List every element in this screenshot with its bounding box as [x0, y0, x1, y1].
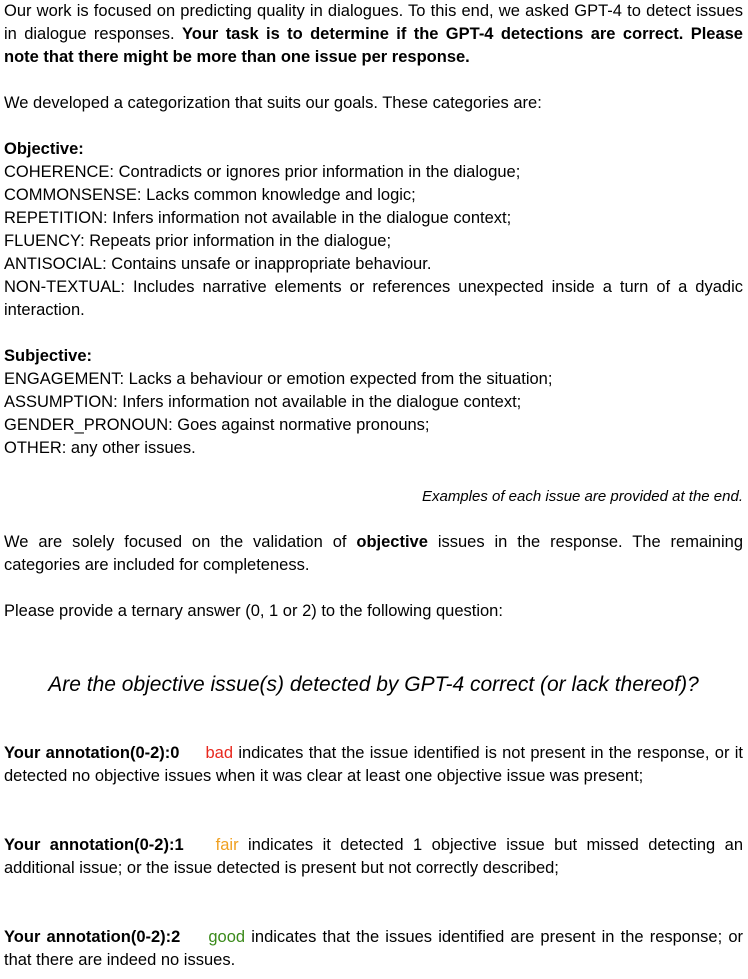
instructions-document: [4, 0, 743, 972]
annotation-0-tag: bad: [205, 744, 234, 762]
ternary-prompt: Please provide a ternary answer (0, 1 or 2) to the following question:: [4, 602, 503, 620]
annotation-1-label: Your annotation(0-2):1: [4, 836, 184, 854]
objective-item-antisocial: ANTISOCIAL: Contains unsafe or inappropriate behaviour.: [4, 255, 432, 273]
annotation-1: [4, 834, 743, 880]
intro-task-bold: Your task is to determine if the GPT-4 detections are correct. Please note that there might be more than one issue per response.: [4, 25, 743, 66]
objective-item-non-textual: NON-TEXTUAL: Includes narrative elements or references unexpected inside a turn of a dyadic interaction.: [4, 278, 743, 319]
annotation-0-description: indicates that the issue identified is not present in the response, or it detected no objective issues when it was clear at least one objective issue was present;: [4, 744, 743, 785]
intro-text: Our work is focused on predicting quality in dialogues. To this end, we asked GPT-4 to detect issues in dialogue responses.: [4, 2, 743, 43]
annotation-1-tag: fair: [215, 836, 239, 854]
subjective-item-assumption: ASSUMPTION: Infers information not available in the dialogue context;: [4, 393, 522, 411]
annotation-0-label: Your annotation(0-2):0: [4, 744, 180, 762]
annotation-1-description: indicates it detected 1 objective issue but missed detecting an additional issue; or the issue detected is present but not correctly described;: [4, 836, 743, 877]
subjective-heading: Subjective:: [4, 347, 93, 365]
objective-item-repetition: REPETITION: Infers information not available in the dialogue context;: [4, 209, 512, 227]
subjective-item-other: OTHER: any other issues.: [4, 439, 196, 457]
focus-paragraph: We are solely focused on the validation of objective issues in the response. The remaining categories are included for completeness.: [4, 533, 743, 574]
subjective-item-engagement: ENGAGEMENT: Lacks a behaviour or emotion expected from the situation;: [4, 370, 553, 388]
objective-item-commonsense: COMMONSENSE: Lacks common knowledge and logic;: [4, 186, 416, 204]
categorization-intro: We developed a categorization that suits our goals. These categories are:: [4, 94, 542, 112]
annotation-0: [4, 742, 743, 788]
main-question: Are the objective issue(s) detected by GPT-4 correct (or lack thereof)?: [48, 673, 699, 696]
objective-item-coherence: COHERENCE: Contradicts or ignores prior information in the dialogue;: [4, 163, 521, 181]
objective-item-fluency: FLUENCY: Repeats prior information in the dialogue;: [4, 232, 392, 250]
objective-heading: Objective:: [4, 140, 84, 158]
focus-objective-bold: objective: [356, 533, 428, 551]
examples-note: Examples of each issue are provided at the end.: [421, 488, 743, 505]
annotation-2-label: Your annotation(0-2):2: [4, 928, 181, 946]
intro-paragraph: [4, 0, 743, 69]
annotation-2: [4, 926, 743, 972]
subjective-item-gender-pronoun: GENDER_PRONOUN: Goes against normative pronouns;: [4, 416, 430, 434]
annotation-2-tag: good: [208, 928, 246, 946]
annotation-2-description: indicates that the issues identified are present in the response; or that there are indeed no issues.: [4, 928, 743, 969]
